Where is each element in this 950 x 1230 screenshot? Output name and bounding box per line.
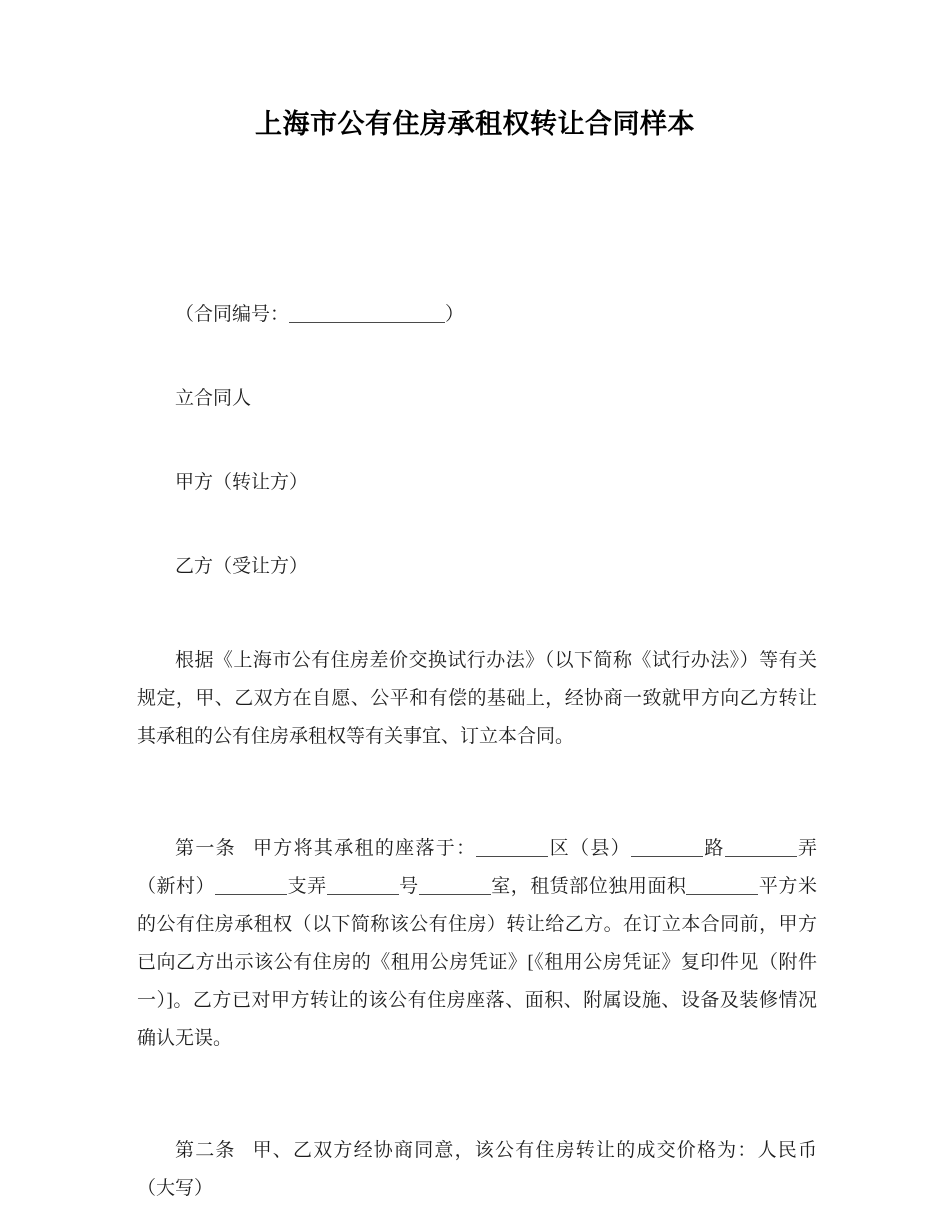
article-2-text: 甲、乙双方经协商同意，该公有住房转让的成交价格为：人民币（大写） [137, 1140, 817, 1199]
parties-heading: 立合同人 [175, 388, 252, 409]
article-1-number: 第一条 [175, 838, 236, 859]
spacer [137, 418, 817, 464]
building-number-input[interactable] [327, 877, 399, 895]
contract-number-input[interactable] [289, 305, 445, 323]
article-1-text-7: 平方米的公有住房承租权（以下简称该公有住房）转让给乙方。在订立本合同前，甲方已向乙方出示该公有住房的《租用公房凭证》[《租用公房凭证》复印件见（附件一）]。乙方已对甲方转让的该公有住房座落、面积、附属设施、设备及装修情况确认无误。 [137, 876, 817, 1049]
party-a-line: 甲方（转让方） [175, 472, 309, 493]
article-2-number: 第二条 [175, 1140, 236, 1161]
document-body [137, 296, 817, 1208]
lane-input[interactable] [725, 839, 797, 857]
article-1-text-6: 室，租赁部位独用面积 [490, 876, 687, 897]
spacer [137, 1058, 817, 1132]
spacer [137, 334, 817, 380]
contract-number-close-paren: ） [445, 304, 465, 325]
preamble-paragraph: 根据《上海市公有住房差价交换试行办法》（以下简称《试行办法》）等有关规定，甲、乙双方在自愿、公平和有偿的基础上，经协商一致就甲方向乙方转让其承租的公有住房承租权等有关事宜、订立本合同。 [137, 650, 817, 747]
contract-number-line [137, 296, 817, 334]
sublane-input[interactable] [215, 877, 287, 895]
area-input[interactable] [686, 877, 758, 895]
article-2 [137, 1132, 817, 1208]
article-1-text-0: 甲方将其承租的座落于： [252, 838, 477, 859]
district-input[interactable] [476, 839, 548, 857]
spacer [137, 586, 817, 642]
spacer [137, 502, 817, 548]
article-1-text-1: 区（县） [548, 838, 631, 859]
room-input[interactable] [419, 877, 491, 895]
article-1-text-4: 支弄 [287, 876, 327, 897]
article-1-text-2: 路 [703, 838, 725, 859]
spacer [137, 756, 817, 830]
page-title: 上海市公有住房承租权转让合同样本 [255, 109, 695, 139]
article-1-text-5: 号 [398, 876, 419, 897]
road-input[interactable] [631, 839, 703, 857]
party-b-line: 乙方（受让方） [175, 556, 309, 577]
article-1-text-3: 弄（新村） [137, 838, 817, 897]
article-1 [137, 830, 817, 1058]
contract-number-label: （合同编号： [175, 304, 290, 325]
